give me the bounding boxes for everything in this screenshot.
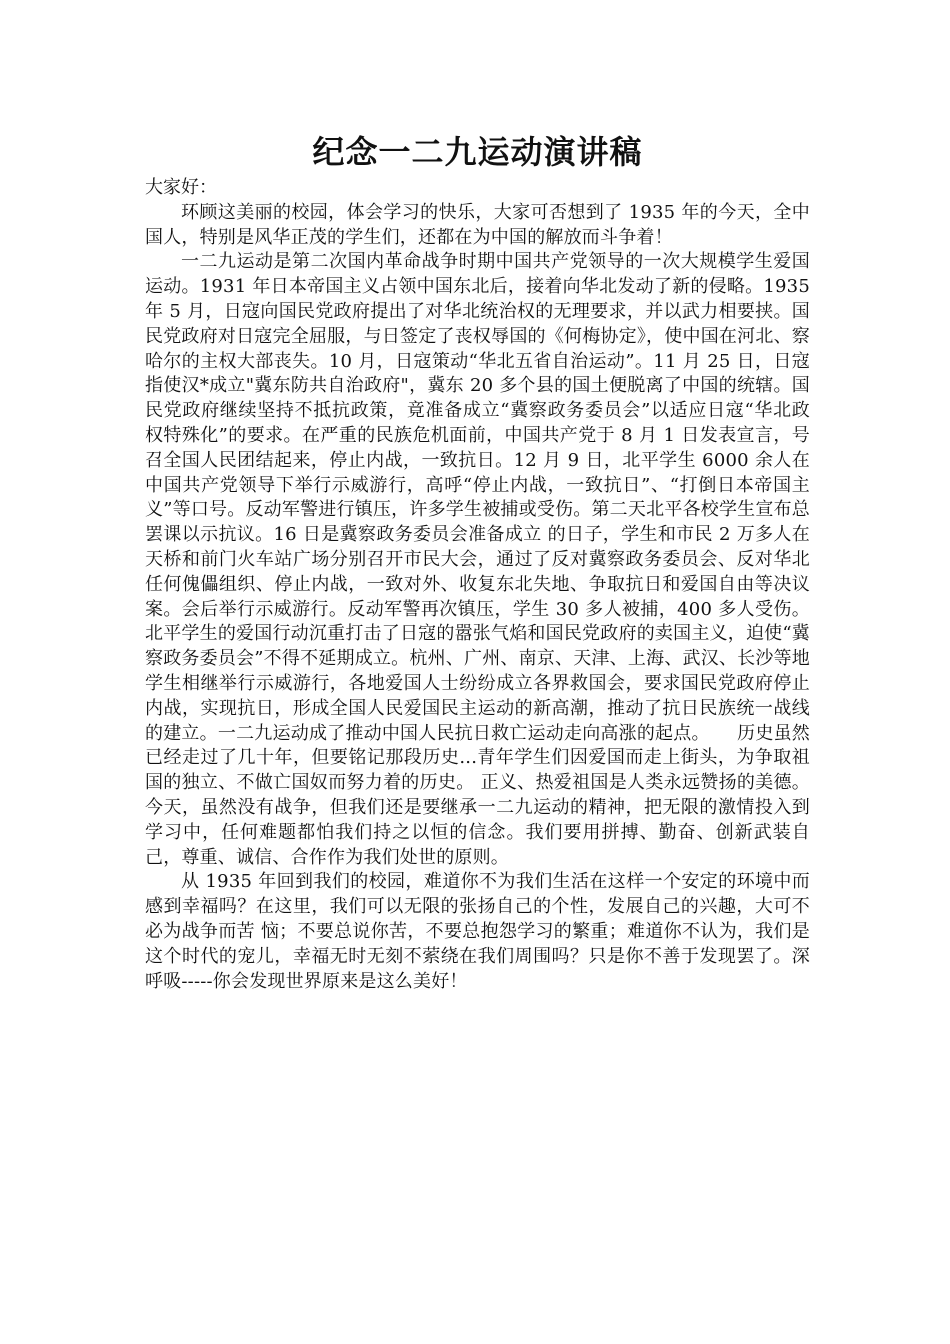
document-page — [145, 130, 810, 994]
paragraph-1: 环顾这美丽的校园，体会学习的快乐，大家可否想到了 1935 年的今天，全中国人，特别是风华正茂的学生们，还都在为中国的解放而斗争着！ — [145, 201, 810, 248]
greeting: 大家好： — [145, 177, 217, 198]
paragraph-2: 一二九运动是第二次国内革命战争时期中国共产党领导的一次大规模学生爱国运动。1931 年日本帝国主义占领中国东北后，接着向华北发动了新的侵略。1935 年 5 月，日寇向国民党政府提出了对华北统治权的无理要求，并以武力相要挟。国民党政府对日寇完全屈服，与日签定了丧权辱国的《何梅协定》，使中国在河北、察哈尔的主权大部丧失。10 月，日寇策动“华北五省自治运动”。11 月 25 日，日寇指使汉*成立"冀东防共自治政府"，冀东 20 多个县的国土便脱离了中国的统辖。国民党政府继续坚持不抵抗政策，竟准备成立“冀察政务委员会”以适应日寇“华北政权特殊化”的要求。在严重的民族危机面前，中国共产党于 8 月 1 日发表宣言，号召全国人民团结起来，停止内战，一致抗日。12 月 9 日，北平学生 6000 余人在中国共产党领导下举行示威游行，高呼“停止内战，一致抗日”、“打倒日本帝国主义”等口号。反动军警进行镇压，许多学生被捕或受伤。第二天北平各校学生宣布总罢课以示抗议。16 日是冀察政务委员会准备成立 的日子，学生和市民 2 万多人在天桥和前门火车站广场分别召开市民大会，通过了反对冀察政务委员会、反对华北任何傀儡组织、停止内战，一致对外、收复东北失地、争取抗日和爱国自由等决议案。会后举行示威游行。反动军警再次镇压，学生 30 多人被捕，400 多人受伤。北平学生的爱国行动沉重打击了日寇的嚣张气焰和国民党政府的卖国主义，迫使“冀察政务委员会”不得不延期成立。杭州、广州、南京、天津、上海、武汉、长沙等地学生相继举行示威游行，各地爱国人士纷纷成立各界救国会，要求国民党政府停止内战，实现抗日，形成全国人民爱国民主运动的新高潮，推动了抗日民族统一战线的建立。一二九运动成了推动中国人民抗日救亡运动走向高涨的起点。 历史虽然已经走过了几十年，但要铭记那段历史...青年学生们因爱国而走上街头，为争取祖国的独立、不做亡国奴而努力着的历史。 正义、热爱祖国是人类永远赞扬的美德。今天，虽然没有战争，但我们还是要继承一二九运动的精神，把无限的激情投入到学习中，任何难题都怕我们持之以恒的信念。我们要用拼搏、勤奋、创新武装自己，尊重、诚信、合作作为我们处世的原则。 — [145, 251, 810, 868]
document-title: 纪念一二九运动演讲稿 — [312, 133, 643, 171]
paragraph-3: 从 1935 年回到我们的校园，难道你不为我们生活在这样一个安定的环境中而感到幸福吗？在这里，我们可以无限的张扬自己的个性，发展自己的兴趣，大可不必为战争而苦 恼；不要总说你苦，不要总抱怨学习的繁重；难道你不认为，我们是这个时代的宠儿，幸福无时无刻不萦绕在我们周围吗？只是你不善于发现罢了。深呼吸-----你会发现世界原来是这么美好！ — [145, 871, 810, 992]
